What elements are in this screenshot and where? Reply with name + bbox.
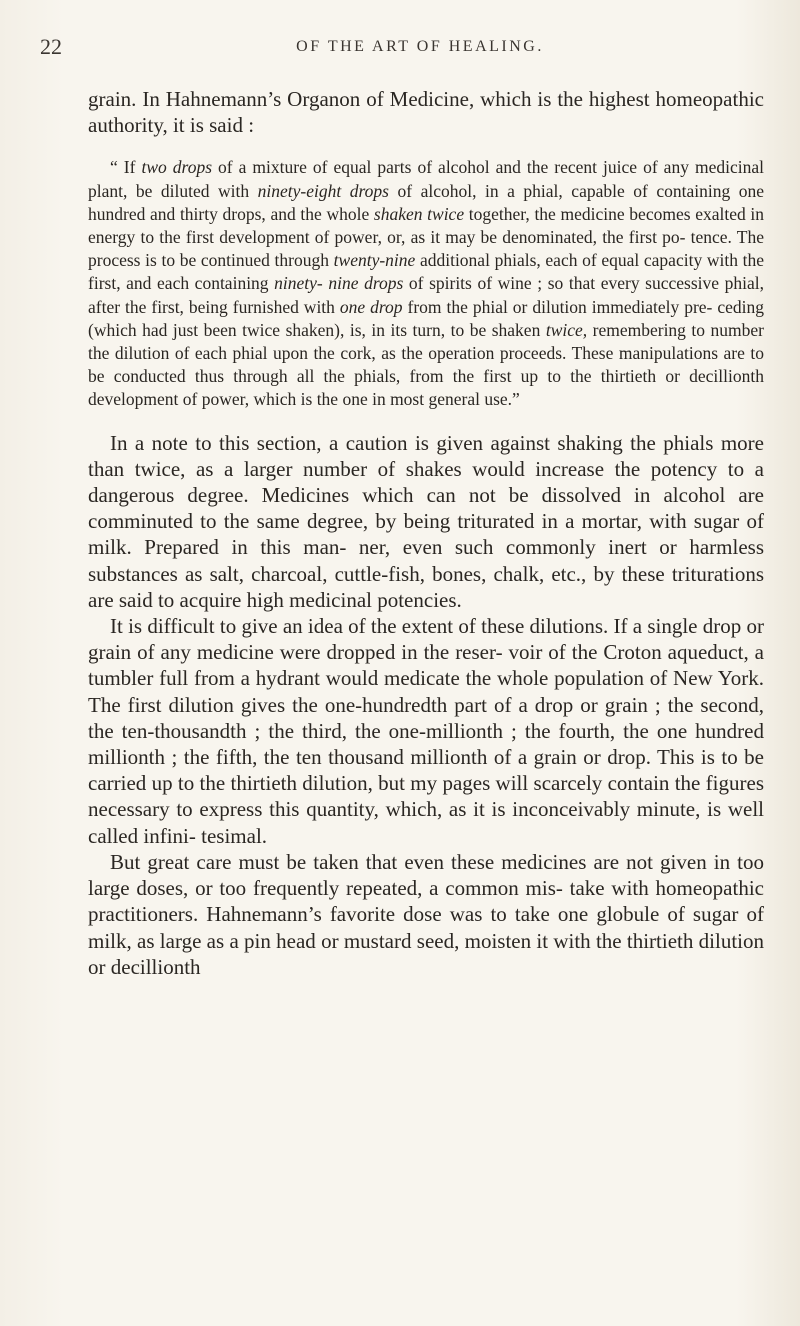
quote-italic: twenty-nine	[333, 250, 416, 271]
paragraph-intro: grain. In Hahnemann’s Organon of Medicine, which is the highest homeopathic authority, it is said :	[88, 87, 764, 138]
page-header	[40, 34, 760, 64]
quote-text: remembering to number the dilution of each phial upon the cork, as the operation proceeds. These manipulations are to be conducted thus through all the phials, from the first up to the thirtieth or decillionth development of power, which is the one in most general use.”	[88, 319, 764, 410]
paragraph-doses: But great care must be taken that even these medicines are not given in too large doses, or too frequently repeated, a common mis- take with homeopathic practitioners. Hahnemann’s favorite dose was to take one globule of sugar of milk, as large as a pin head or mustard seed, moisten it with the thirtieth dilution or decillionth	[88, 849, 764, 979]
quote-italic: one drop	[339, 296, 403, 317]
quote-text: from the phial or dilution immediately pre- ceding (which had just been twice shaken), is, in its turn, to be shaken	[88, 296, 764, 340]
body-text	[88, 86, 764, 980]
quote-italic: two drops	[141, 157, 213, 178]
quote-text: of spirits of wine ; so that every successive phial, after the first, being furnished with	[88, 273, 764, 317]
block-quote	[88, 156, 764, 411]
quote-text: of a mixture of equal parts of alcohol and the recent juice of any medicinal plant, be diluted with	[88, 157, 764, 201]
quote-italic: twice,	[545, 319, 588, 340]
quote-text: of alcohol, in a phial, capable of containing one hundred and thirty drops, and the whole	[88, 180, 764, 224]
quote-italic: ninety- nine drops	[274, 273, 404, 294]
quote-text: together, the medicine becomes exalted in energy to the first development of power, or, as it may be denominated, the first po- tence. The process is to be continued through	[88, 203, 764, 271]
page-number: 22	[40, 34, 62, 59]
quote-text: “ If	[110, 157, 142, 178]
running-head: OF THE ART OF HEALING.	[296, 38, 544, 55]
quote-italic: shaken twice	[373, 203, 465, 224]
quote-text: additional phials, each of equal capacity with the first, and each containing	[88, 250, 764, 294]
paragraph-note: In a note to this section, a caution is given against shaking the phials more than twice, as a larger number of shakes would increase the potency to a dangerous degree. Medicines which can not be dissolved in alcohol are comminuted to the same degree, by being triturated in a mortar, with sugar of milk. Prepared in this man- ner, even such commonly inert or harmless substances as salt, charcoal, cuttle-fish, bones, chalk, etc., by these triturations are said to acquire high medicinal potencies.	[88, 430, 764, 612]
quote-italic: ninety-eight drops	[257, 180, 389, 201]
paragraph-dilutions: It is difficult to give an idea of the extent of these dilutions. If a single drop or grain of any medicine were dropped in the reser- voir of the Croton aqueduct, a tumbler full from a hydrant would medicate the whole population of New York. The first dilution gives the one-hundredth part of a drop or grain ; the second, the ten-thousandth ; the third, the one-millionth ; the fourth, the one hundred millionth ; the fifth, the ten thousand millionth of a grain or drop. This is to be carried up to the thirtieth dilution, but my pages will scarcely contain the figures necessary to express this quantity, which, as it is inconceivably minute, is well called infini- tesimal.	[88, 614, 764, 848]
